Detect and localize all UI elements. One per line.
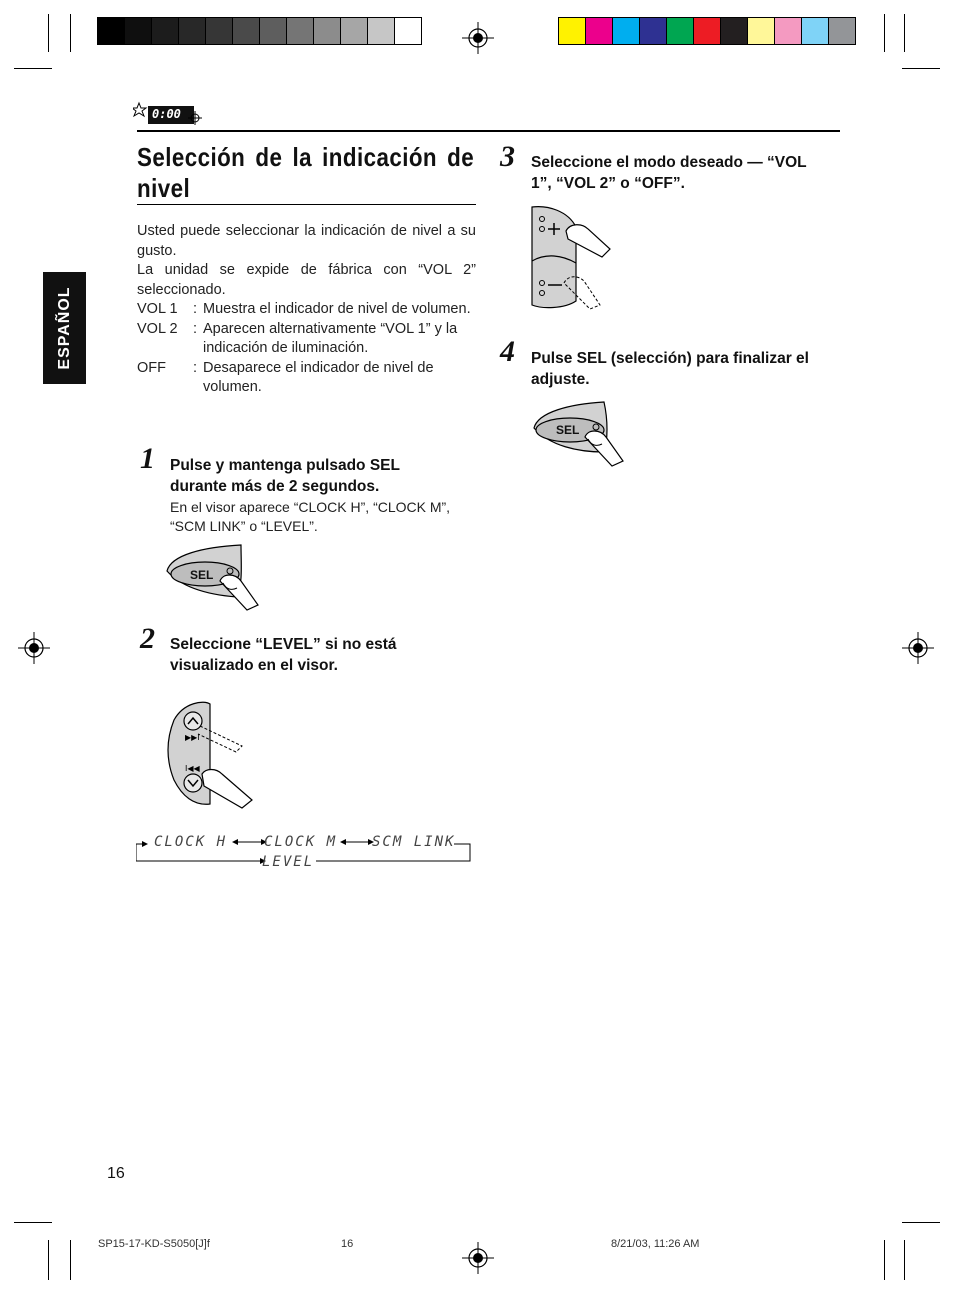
language-tab bbox=[43, 272, 86, 384]
option-row bbox=[137, 359, 482, 398]
step-number: 3 bbox=[500, 140, 515, 173]
color-swatch bbox=[667, 18, 694, 44]
header-rule bbox=[137, 130, 840, 132]
option-separator: : bbox=[193, 359, 198, 376]
color-swatch bbox=[152, 18, 179, 44]
color-swatch bbox=[775, 18, 802, 44]
crop-mark bbox=[70, 1240, 71, 1280]
step-title: Seleccione el modo deseado — “VOL 1”, “VOL 2” o “OFF”. bbox=[531, 154, 807, 192]
option-row bbox=[137, 300, 482, 320]
sel-button-label: SEL bbox=[190, 568, 214, 582]
color-swatch bbox=[125, 18, 152, 44]
clock-display-text: 0:00 bbox=[152, 107, 181, 121]
color-swatch bbox=[368, 18, 395, 44]
display-item: CLOCK H bbox=[154, 834, 228, 850]
color-swatch bbox=[179, 18, 206, 44]
step-number: 1 bbox=[140, 442, 155, 475]
sel-button-illustration bbox=[163, 543, 263, 613]
crop-mark bbox=[14, 68, 52, 69]
display-cycle-diagram bbox=[136, 834, 472, 870]
color-swatch bbox=[640, 18, 667, 44]
color-swatch bbox=[233, 18, 260, 44]
sel-button-illustration bbox=[530, 400, 630, 470]
option-separator: : bbox=[193, 320, 198, 337]
step-number: 4 bbox=[500, 335, 515, 368]
registration-mark-icon bbox=[18, 632, 50, 664]
language-tab-label: ESPAÑOL bbox=[55, 286, 73, 370]
color-swatch bbox=[748, 18, 775, 44]
color-swatch bbox=[613, 18, 640, 44]
color-swatch bbox=[559, 18, 586, 44]
volume-buttons-illustration bbox=[528, 205, 618, 315]
registration-mark-icon bbox=[462, 22, 494, 54]
crop-mark bbox=[884, 14, 885, 52]
footer-page: 16 bbox=[341, 1238, 354, 1250]
step-title: Pulse SEL (selección) para finalizar el adjuste. bbox=[531, 350, 809, 388]
option-key: VOL 1 bbox=[137, 301, 178, 317]
color-calibration-bar bbox=[558, 17, 856, 45]
registration-mark-icon bbox=[462, 1242, 494, 1274]
step-title: Seleccione “LEVEL” si no está visualizado en el visor. bbox=[170, 636, 397, 674]
clock-setting-icon bbox=[133, 101, 203, 125]
step-note: En el visor aparece “CLOCK H”, “CLOCK M”, “SCM LINK” o “LEVEL”. bbox=[170, 499, 451, 534]
page-number: 16 bbox=[107, 1165, 125, 1182]
intro-paragraph: Usted puede seleccionar la indicación de nivel a su gusto. bbox=[137, 223, 476, 259]
crop-mark bbox=[902, 68, 940, 69]
grayscale-calibration-bar bbox=[97, 17, 422, 45]
step-title: Pulse y mantenga pulsado SEL durante más de 2 segundos. bbox=[170, 457, 400, 495]
footer-date: 8/21/03, 11:26 AM bbox=[611, 1238, 700, 1250]
option-separator: : bbox=[193, 301, 198, 317]
option-key: VOL 2 bbox=[137, 320, 178, 337]
color-swatch bbox=[802, 18, 829, 44]
color-swatch bbox=[314, 18, 341, 44]
color-swatch bbox=[260, 18, 287, 44]
option-key: OFF bbox=[137, 359, 166, 376]
color-swatch bbox=[287, 18, 314, 44]
sel-button-label: SEL bbox=[556, 423, 580, 437]
option-desc: Aparecen alternativamente “VOL 1” y la indicación de iluminación. bbox=[203, 320, 458, 356]
color-swatch bbox=[341, 18, 368, 44]
crop-mark bbox=[48, 14, 49, 52]
crop-mark bbox=[902, 1222, 940, 1223]
display-item: CLOCK M bbox=[264, 834, 338, 850]
color-swatch bbox=[829, 18, 855, 44]
crop-mark bbox=[904, 1240, 905, 1280]
svg-text:▶▶I: ▶▶I bbox=[185, 733, 200, 742]
options-list bbox=[137, 300, 482, 398]
step-number: 2 bbox=[140, 622, 155, 655]
page-title: Selección de la indicación de nivel bbox=[137, 142, 475, 203]
display-item: SCM LINK bbox=[372, 834, 456, 850]
crop-mark bbox=[14, 1222, 52, 1223]
crop-mark bbox=[884, 1240, 885, 1280]
up-down-buttons-illustration bbox=[164, 700, 254, 810]
footer-file: SP15-17-KD-S5050[J]f bbox=[98, 1238, 210, 1250]
color-swatch bbox=[395, 18, 421, 44]
color-swatch bbox=[98, 18, 125, 44]
option-desc: Desaparece el indicador de nivel de volumen. bbox=[203, 359, 434, 395]
color-swatch bbox=[586, 18, 613, 44]
registration-mark-icon bbox=[902, 632, 934, 664]
option-row bbox=[137, 320, 482, 359]
title-underline bbox=[137, 204, 476, 205]
crop-mark bbox=[904, 14, 905, 52]
color-swatch bbox=[694, 18, 721, 44]
svg-text:I◀◀: I◀◀ bbox=[185, 764, 200, 773]
intro-paragraph: La unidad se expide de fábrica con “VOL 2” seleccionado. bbox=[137, 262, 476, 298]
display-item: LEVEL bbox=[262, 854, 315, 870]
color-swatch bbox=[206, 18, 233, 44]
crop-mark bbox=[48, 1240, 49, 1280]
crop-mark bbox=[70, 14, 71, 52]
color-swatch bbox=[721, 18, 748, 44]
option-desc: Muestra el indicador de nivel de volumen. bbox=[203, 301, 471, 317]
